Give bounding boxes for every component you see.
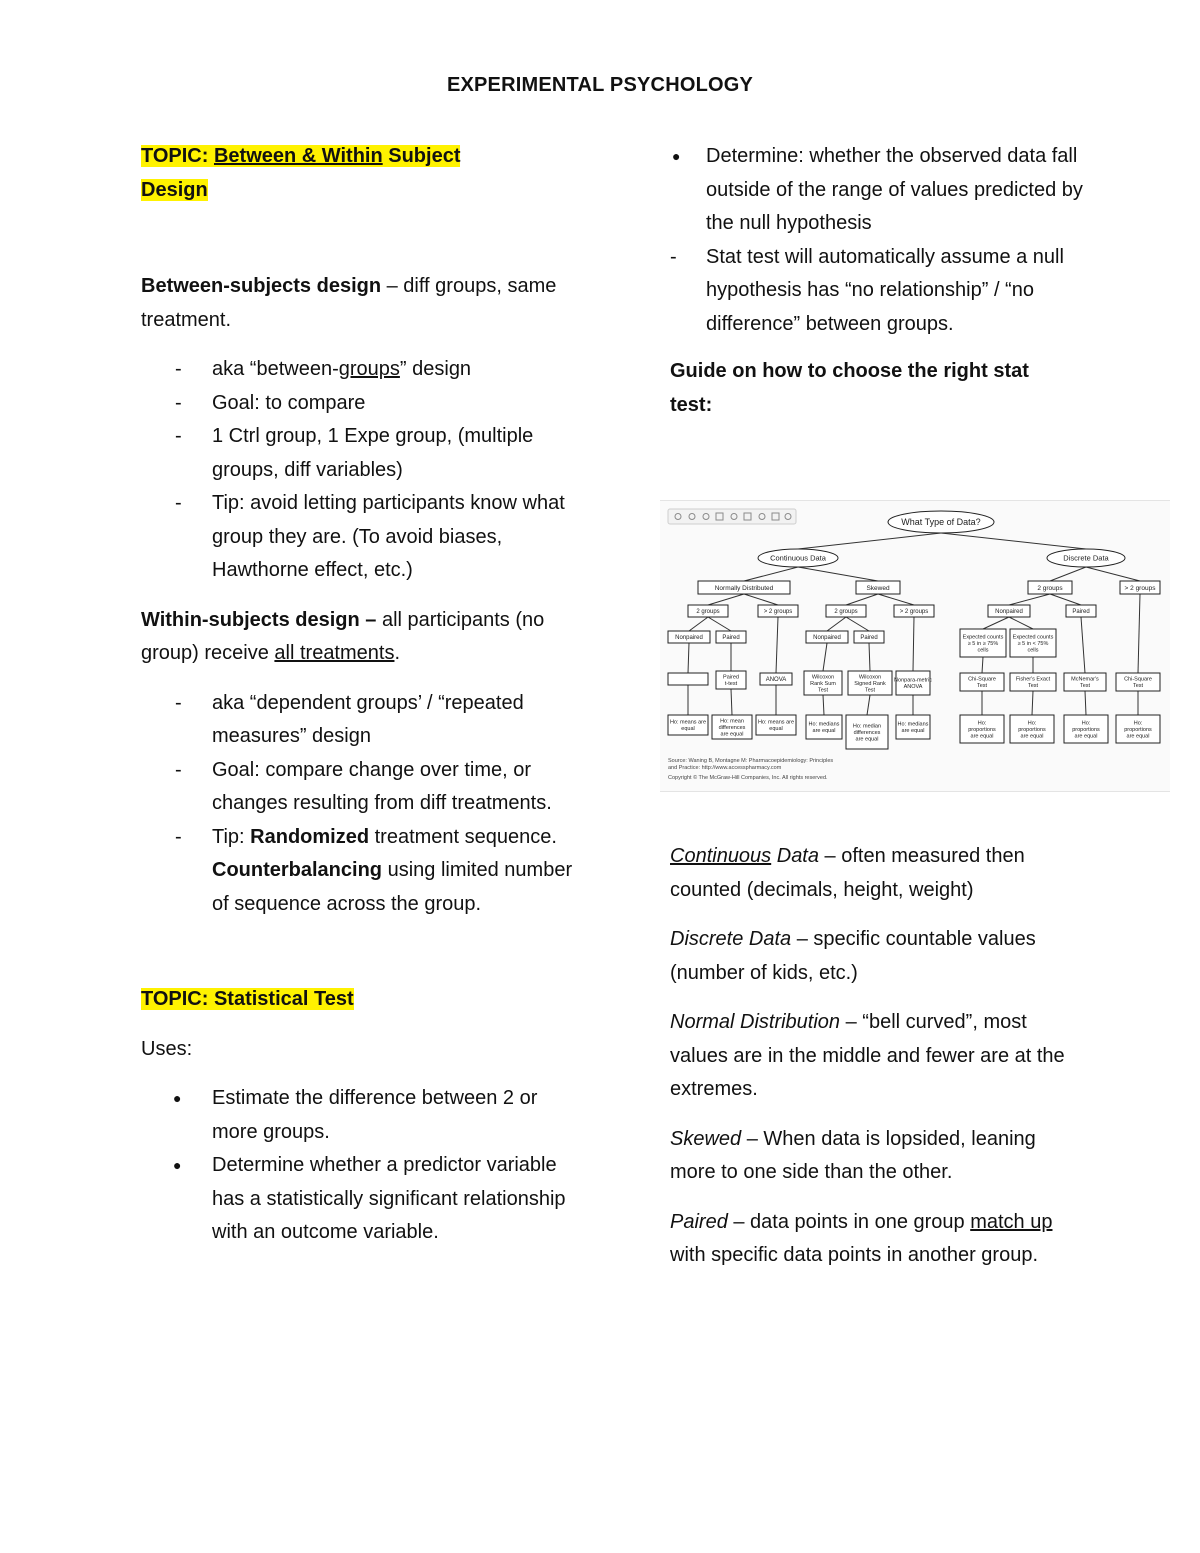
svg-text:> 2 groups: > 2 groups xyxy=(1124,584,1156,592)
list-item: - Goal: compare change over time, or changes resulting from diff treatments. xyxy=(141,754,581,821)
svg-text:Test: Test xyxy=(1079,683,1091,690)
svg-text:Ho:: Ho: xyxy=(977,720,987,727)
svg-text:are equal: are equal xyxy=(720,731,744,738)
flow-node-wsr xyxy=(848,671,892,695)
flow-node-sgt2 xyxy=(894,605,934,617)
svg-text:> 2 groups: > 2 groups xyxy=(763,609,793,616)
flow-node-h10 xyxy=(1116,715,1160,743)
svg-text:Nonpara-metric: Nonpara-metric xyxy=(894,677,932,684)
list-item: - 1 Ctrl group, 1 Expe group, (multiple groups, diff variables) xyxy=(141,420,581,487)
flow-node-continuous xyxy=(758,549,838,567)
flow-node-chi2 xyxy=(1116,673,1160,691)
svg-text:2 groups: 2 groups xyxy=(1037,584,1063,592)
flow-node-h1 xyxy=(668,715,708,735)
svg-text:Fisher's Exact: Fisher's Exact xyxy=(1015,676,1051,683)
right-column xyxy=(670,140,1090,422)
flow-node-explt xyxy=(1010,629,1056,657)
toolbar-icons xyxy=(668,509,796,524)
uses-list xyxy=(141,1082,581,1250)
definition-skewed: Skewed – When data is lopsided, leaning more to one side than the other. xyxy=(670,1127,1036,1183)
flow-node-h5 xyxy=(846,715,888,749)
svg-text:Ho:: Ho: xyxy=(1133,720,1143,727)
svg-text:Normally Distributed: Normally Distributed xyxy=(714,584,774,592)
svg-text:are equal: are equal xyxy=(970,733,994,740)
svg-text:Ho: medians: Ho: medians xyxy=(897,721,929,728)
svg-text:Paired: Paired xyxy=(1072,609,1090,616)
within-subjects-definition: Within-subjects design – all participants (no group) receive all treatments. xyxy=(141,608,545,664)
flow-node-h2 xyxy=(712,715,752,739)
svg-text:Ho: means are: Ho: means are xyxy=(669,719,707,726)
flow-node-h7 xyxy=(960,715,1004,743)
list-item: - aka “between-groups” design xyxy=(141,353,581,387)
flow-node-wrs xyxy=(804,671,842,695)
uses-heading: Uses: xyxy=(141,1037,193,1060)
svg-text:Nonpaired: Nonpaired xyxy=(995,609,1023,616)
flow-node-d2groups xyxy=(1028,581,1072,594)
flow-node-ttest xyxy=(668,673,708,685)
svg-text:≥ 5 in < 75%: ≥ 5 in < 75% xyxy=(1017,640,1049,647)
svg-text:Nonpaired: Nonpaired xyxy=(813,635,841,642)
svg-text:cells: cells xyxy=(1027,647,1039,654)
svg-text:are equal: are equal xyxy=(812,728,836,735)
flow-node-dgt2 xyxy=(1120,581,1160,594)
flowchart-copyright: Copyright © The McGraw-Hill Companies, Inc. All rights reserved. xyxy=(668,775,828,781)
definitions xyxy=(670,840,1070,1273)
flow-node-fisher xyxy=(1010,673,1056,691)
flow-node-spr xyxy=(854,631,884,643)
svg-text:Test: Test xyxy=(1027,683,1039,690)
flow-node-discrete xyxy=(1047,549,1125,567)
flow-node-root xyxy=(888,511,994,533)
svg-text:equal: equal xyxy=(681,726,695,733)
svg-text:Paired: Paired xyxy=(722,635,740,642)
flowchart-svg xyxy=(660,501,1170,791)
svg-text:Ho: means are: Ho: means are xyxy=(757,719,795,726)
flow-node-n2 xyxy=(688,605,728,617)
svg-text:Ho:: Ho: xyxy=(1081,720,1091,727)
svg-text:Nonpaired: Nonpaired xyxy=(675,635,703,642)
flow-node-anova xyxy=(760,673,792,685)
svg-text:2 groups: 2 groups xyxy=(834,609,858,616)
within-subjects-list xyxy=(141,687,581,922)
between-subjects-list xyxy=(141,353,581,588)
list-item: - Tip: Randomized treatment sequence. Counterbalancing using limited number of sequence across the group. xyxy=(141,821,581,922)
document-title: EXPERIMENTAL PSYCHOLOGY xyxy=(446,74,754,96)
svg-text:differences: differences xyxy=(718,724,746,731)
svg-text:differences: differences xyxy=(853,729,881,736)
svg-text:McNemar's: McNemar's xyxy=(1071,676,1099,683)
svg-text:Chi-Square: Chi-Square xyxy=(1124,676,1152,683)
svg-text:Paired: Paired xyxy=(723,674,739,681)
svg-text:are equal: are equal xyxy=(1020,733,1044,740)
svg-text:proportions: proportions xyxy=(1072,726,1100,733)
svg-text:> 2 groups: > 2 groups xyxy=(899,609,929,616)
flow-node-h8 xyxy=(1010,715,1054,743)
flow-node-skewed xyxy=(856,581,900,594)
definition-paired: Paired – data points in one group match up with specific data points in another group. xyxy=(670,1210,1053,1266)
svg-text:are equal: are equal xyxy=(1074,733,1098,740)
flow-node-h9 xyxy=(1064,715,1108,743)
svg-text:Wilcoxon: Wilcoxon xyxy=(858,674,882,681)
flow-node-h6 xyxy=(896,715,930,739)
flow-node-nnp xyxy=(668,631,710,643)
determine-list xyxy=(670,140,1090,241)
svg-text:cells: cells xyxy=(977,647,989,654)
flowchart-source-1: Source: Waning B, Montagne M: Pharmacoepidemiology: Principles xyxy=(668,758,834,764)
topic-heading-statistical-test: TOPIC: Statistical Test xyxy=(141,988,354,1010)
list-item: - Stat test will automatically assume a null hypothesis has “no relationship” / “no difference” between groups. xyxy=(670,241,1090,342)
svg-text:equal: equal xyxy=(769,726,783,733)
svg-text:Chi-Square: Chi-Square xyxy=(968,676,996,683)
svg-text:Expected counts: Expected counts xyxy=(1012,634,1054,641)
flow-node-h4 xyxy=(806,715,842,739)
svg-text:≥ 5 in ≥ 75%: ≥ 5 in ≥ 75% xyxy=(967,640,999,647)
svg-text:Skewed: Skewed xyxy=(866,584,890,592)
svg-text:Wilcoxon: Wilcoxon xyxy=(811,674,835,681)
svg-text:Discrete Data: Discrete Data xyxy=(1063,553,1109,563)
svg-text:proportions: proportions xyxy=(968,726,996,733)
flow-node-dnp xyxy=(988,605,1030,617)
list-item: ● Determine: whether the observed data fall outside of the range of values predicted by the null hypothesis xyxy=(670,140,1090,241)
svg-text:t-test: t-test xyxy=(724,681,738,688)
svg-text:What Type of Data?: What Type of Data? xyxy=(901,517,981,528)
svg-text:Ho: medians: Ho: medians xyxy=(808,721,840,728)
stat-test-flowchart xyxy=(660,500,1170,792)
svg-text:Rank Sum: Rank Sum xyxy=(810,680,836,687)
flow-node-mcn xyxy=(1064,673,1106,691)
svg-text:Ho:: Ho: xyxy=(1027,720,1037,727)
flow-node-npr xyxy=(716,631,746,643)
svg-text:2 groups: 2 groups xyxy=(696,609,720,616)
flow-node-dpr xyxy=(1066,605,1096,617)
flow-node-snp xyxy=(806,631,848,643)
flow-node-pttest xyxy=(716,671,746,689)
list-item: - aka “dependent groups’ / “repeated measures” design xyxy=(141,687,581,754)
flow-node-expge xyxy=(960,629,1006,657)
list-item: ● Determine whether a predictor variable has a statistically significant relationship with an outcome variable. xyxy=(141,1149,581,1250)
svg-text:Signed Rank: Signed Rank xyxy=(854,680,886,687)
svg-text:Test: Test xyxy=(1132,683,1144,690)
svg-text:Continuous Data: Continuous Data xyxy=(770,553,826,563)
guide-heading: Guide on how to choose the right stat test: xyxy=(670,360,1029,416)
flow-node-ngt2 xyxy=(758,605,798,617)
svg-text:ANOVA: ANOVA xyxy=(903,684,923,691)
definition-continuous: Continuous Data – often measured then counted (decimals, height, weight) xyxy=(670,845,1025,901)
svg-text:are equal: are equal xyxy=(1126,733,1150,740)
list-item: - Tip: avoid letting participants know what group they are. (To avoid biases, Hawthorne effect, etc.) xyxy=(141,487,581,588)
null-hypothesis-list xyxy=(670,241,1090,342)
svg-text:ANOVA: ANOVA xyxy=(765,677,787,684)
svg-text:proportions: proportions xyxy=(1124,726,1152,733)
svg-text:Test: Test xyxy=(976,683,988,690)
svg-text:proportions: proportions xyxy=(1018,726,1046,733)
flow-node-chi1 xyxy=(960,673,1004,691)
topic-heading-between-within: TOPIC: Between & Within Subject Design xyxy=(141,145,461,201)
svg-text:are equal: are equal xyxy=(855,736,879,743)
svg-text:Test: Test xyxy=(864,687,876,694)
svg-text:Paired: Paired xyxy=(860,635,878,642)
svg-text:Ho: mean: Ho: mean xyxy=(720,718,744,725)
flow-node-normally xyxy=(698,581,790,594)
svg-text:Expected counts: Expected counts xyxy=(962,634,1004,641)
list-item: - Goal: to compare xyxy=(141,387,581,421)
left-column xyxy=(141,140,581,1250)
flow-node-npa xyxy=(894,671,932,695)
between-subjects-definition: Between-subjects design – diff groups, same treatment. xyxy=(141,275,557,331)
flow-node-s2 xyxy=(826,605,866,617)
definition-normal: Normal Distribution – “bell curved”, most values are in the middle and fewer are at the extremes. xyxy=(670,1011,1065,1100)
list-item: ● Estimate the difference between 2 or more groups. xyxy=(141,1082,581,1149)
flow-node-h3 xyxy=(756,715,796,735)
flowchart-source-2: and Practice: http://www.accesspharmacy.com xyxy=(668,765,782,771)
svg-text:Test: Test xyxy=(817,687,829,694)
svg-text:Ho: median: Ho: median xyxy=(852,723,882,730)
definition-discrete: Discrete Data – specific countable values (number of kids, etc.) xyxy=(670,928,1036,984)
svg-text:are equal: are equal xyxy=(901,728,925,735)
